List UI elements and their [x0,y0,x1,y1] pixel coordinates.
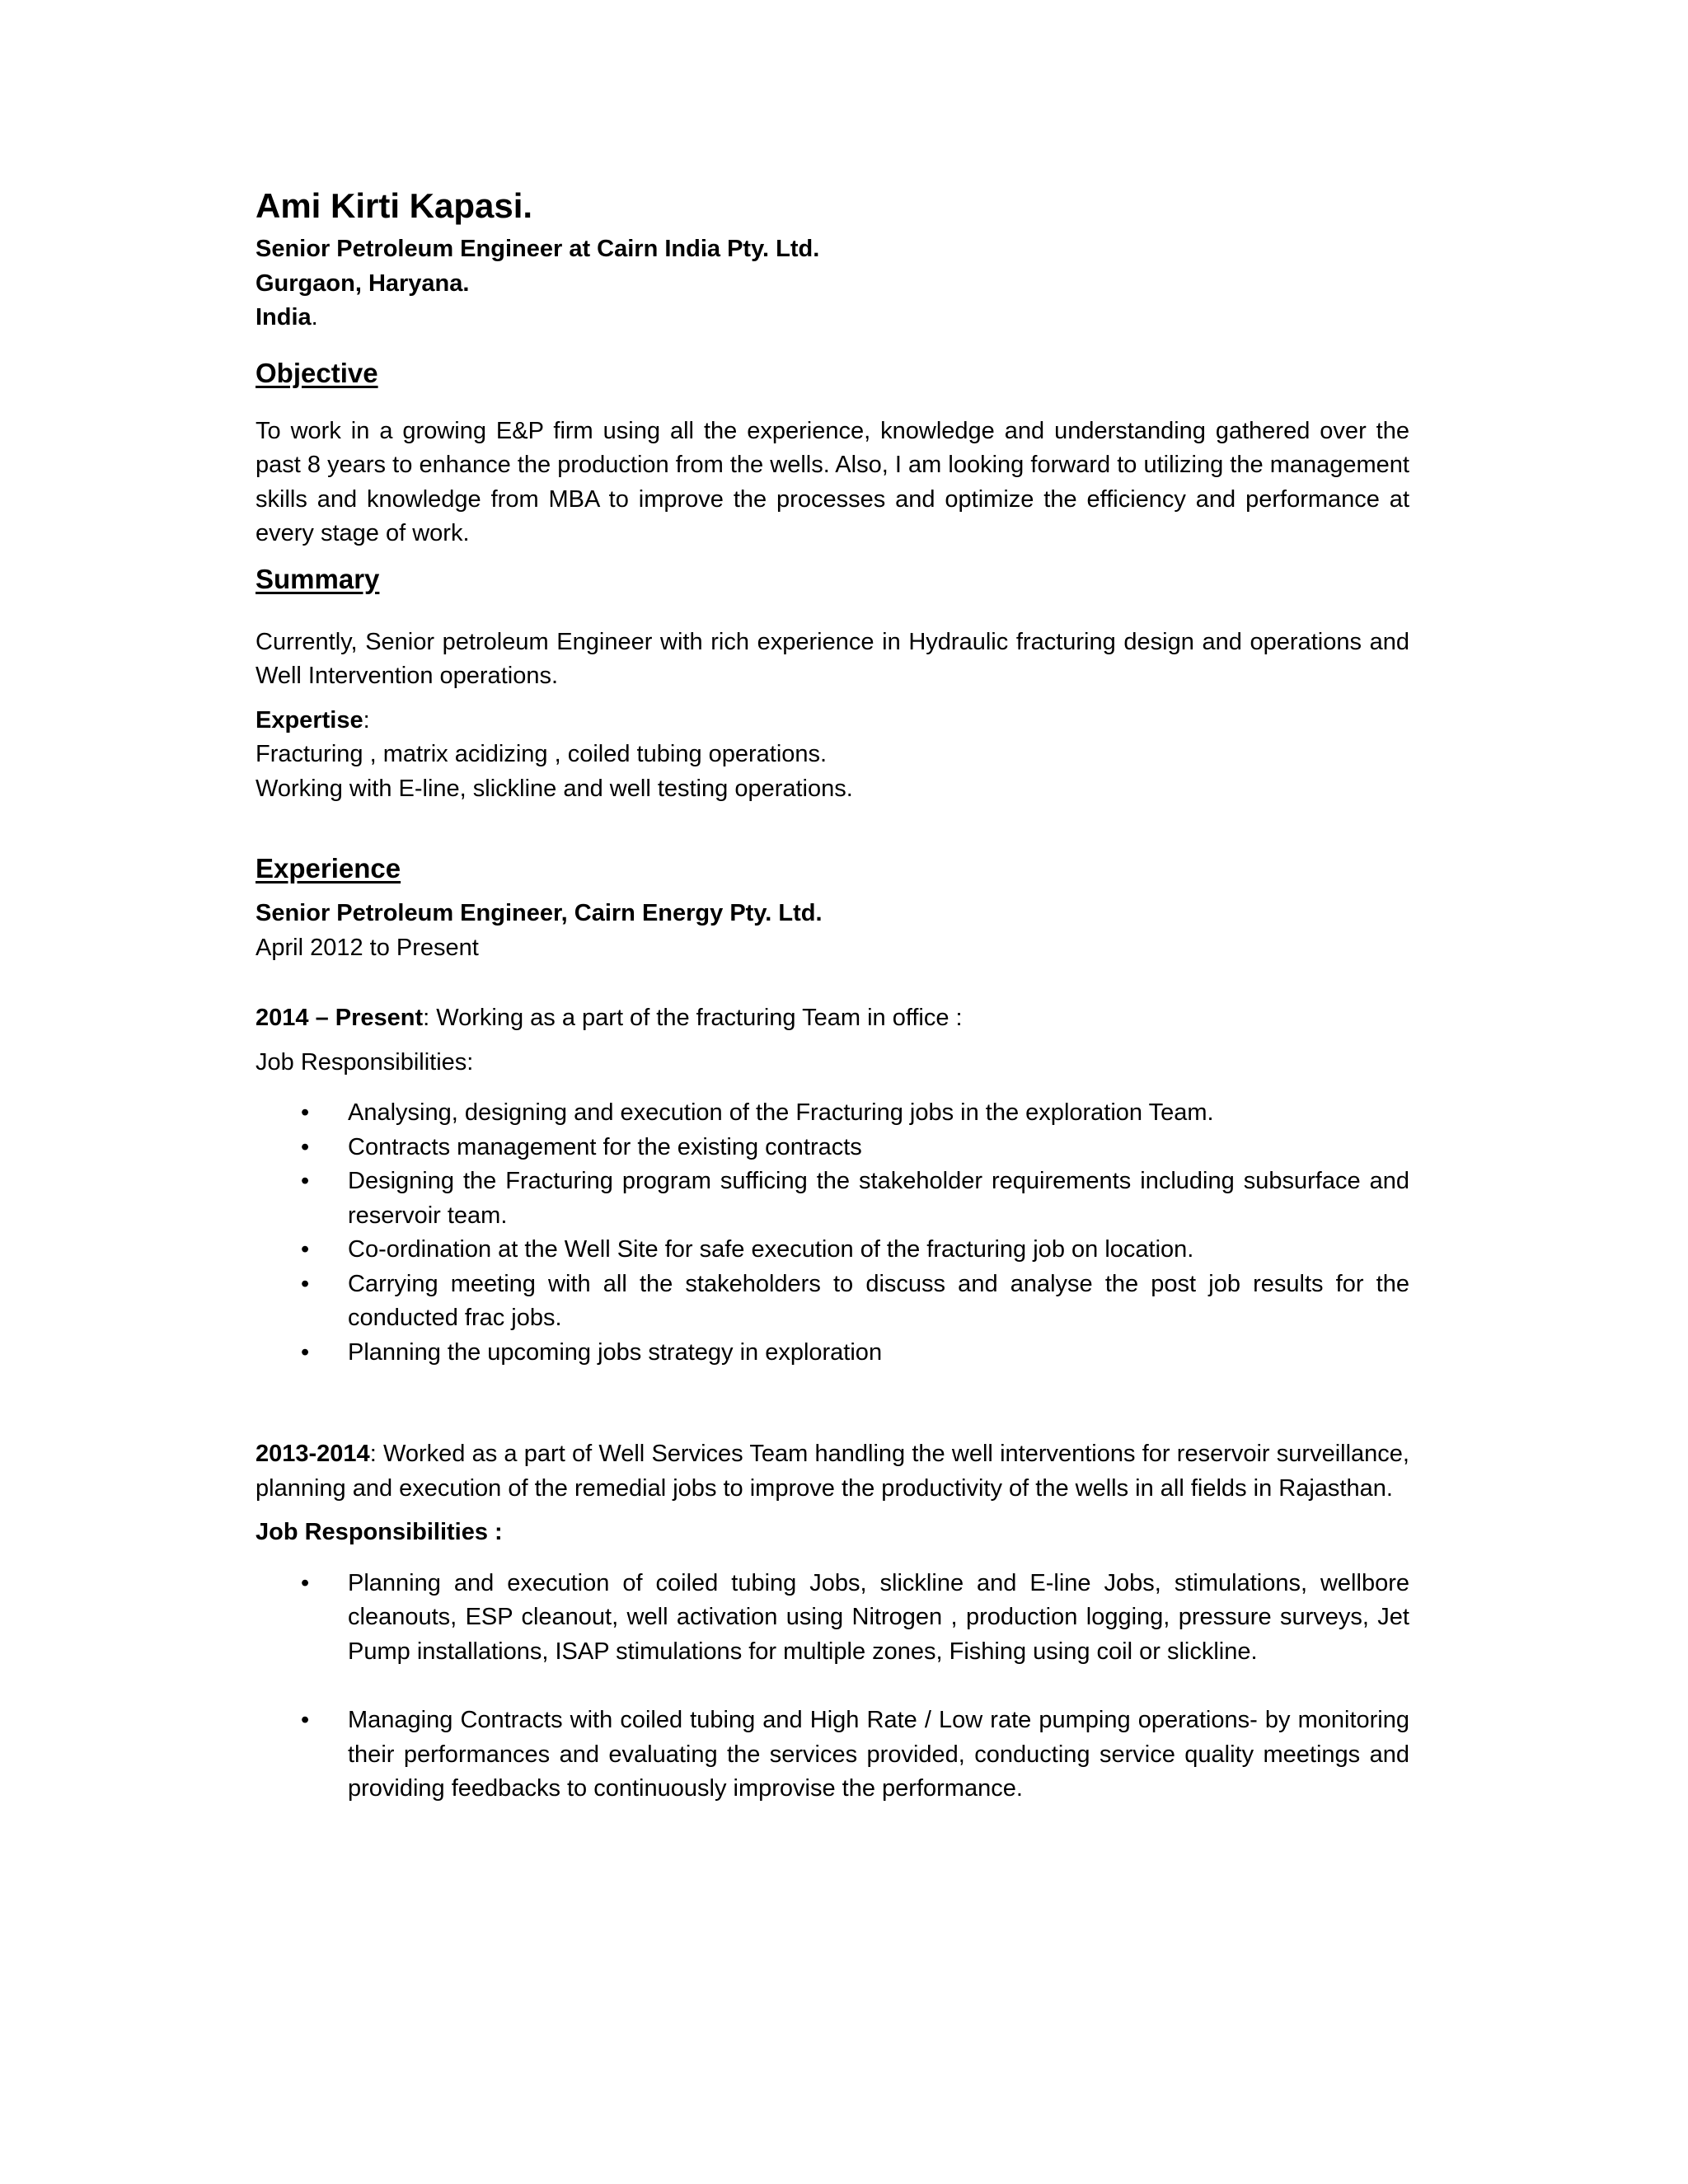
list-item-text: Designing the Fracturing program sufficing the stakeholder requirements including subsurface and reservoir team. [348,1168,1409,1229]
objective-heading: Objective [256,357,378,388]
country-name: India [256,304,312,330]
period-1-responsibilities-list [256,1096,1409,1370]
experience-role: Senior Petroleum Engineer, Cairn Energy Pty. Ltd. [256,900,823,926]
country-period: . [311,304,318,330]
bullet-icon: • [301,1707,310,1733]
period-2-intro [256,1437,1409,1506]
expertise-line: Fracturing , matrix acidizing , coiled tubing operations. [256,741,828,767]
objective-text: To work in a growing E&P firm using all the experience, knowledge and understanding gathered over the past 8 years to enhance the production from the wells. Also, I am looking forward to utilizing the management skills and knowledge from MBA to improve the processes and optimize the efficiency and performance at every stage of work. [256,417,1409,546]
period-1-responsibilities-label: Job Responsibilities: [256,1048,474,1076]
experience-heading: Experience [256,853,401,883]
period-2-text: : Worked as a part of Well Services Team handling the well interventions for reservoir surveillance, planning and execution of the remedial jobs to improve the productivity of the wells in all fields in Rajasthan. [256,1441,1409,1502]
list-item [256,1096,1409,1131]
list-item [256,1268,1409,1336]
bullet-icon: • [301,1236,310,1263]
experience-dates: April 2012 to Present [256,934,479,961]
bullet-icon: • [301,1270,310,1297]
list-item [256,1336,1409,1371]
summary-text: Currently, Senior petroleum Engineer with rich experience in Hydraulic fracturing design and operations and Well Intervention operations. [256,628,1409,689]
list-item-text: Contracts management for the existing contracts [348,1133,862,1160]
period-1-intro [256,1001,1409,1036]
period-1-label: 2014 – Present [256,1005,424,1031]
location-country [256,301,1409,335]
resume-page [256,183,1409,1807]
candidate-name: Ami Kirti Kapasi. [256,186,533,225]
list-item-text: Managing Contracts with coiled tubing and High Rate / Low rate pumping operations- by monitoring their performances and evaluating the services provided, conducting service quality meetings and providing feedbacks to continuously improvise the performance. [348,1707,1409,1802]
expertise-line: Working with E-line, slickline and well testing operations. [256,775,853,802]
list-item-text: Analysing, designing and execution of the Fracturing jobs in the exploration Team. [348,1099,1214,1126]
list-item [256,1567,1409,1670]
list-item-text: Planning the upcoming jobs strategy in exploration [348,1338,883,1366]
bullet-icon: • [301,1338,310,1366]
list-item [256,1233,1409,1268]
list-item [256,1165,1409,1233]
location-city: Gurgaon, Haryana. [256,269,470,297]
bullet-icon: • [301,1133,310,1160]
expertise-label: Expertise [256,706,363,733]
bullet-icon: • [301,1168,310,1194]
list-item-text: Co-ordination at the Well Site for safe execution of the fracturing job on location. [348,1236,1194,1263]
list-item-text: Carrying meeting with all the stakeholders to discuss and analyse the post job results for the conducted frac jobs. [348,1270,1409,1331]
bullet-icon: • [301,1099,310,1126]
list-item [256,1131,1409,1165]
list-item [256,1704,1409,1807]
period-1-text: : Working as a part of the fracturing Team in office : [423,1005,963,1031]
expertise-label-line [256,704,1409,738]
bullet-icon: • [301,1569,310,1596]
period-2-responsibilities-label: Job Responsibilities : [256,1519,503,1545]
list-item-text: Planning and execution of coiled tubing Jobs, slickline and E-line Jobs, stimulations, wellbore cleanouts, ESP cleanout, well activation using Nitrogen , production logging, pressure surveys, Jet Pump installations, ISAP stimulations for multiple zones, Fishing using coil or slickline. [348,1569,1409,1665]
current-title: Senior Petroleum Engineer at Cairn India Pty. Ltd. [256,236,820,262]
period-2-responsibilities-list [256,1567,1409,1807]
period-2-label: 2013-2014 [256,1441,370,1467]
expertise-colon: : [363,706,370,733]
summary-heading: Summary [256,563,380,594]
